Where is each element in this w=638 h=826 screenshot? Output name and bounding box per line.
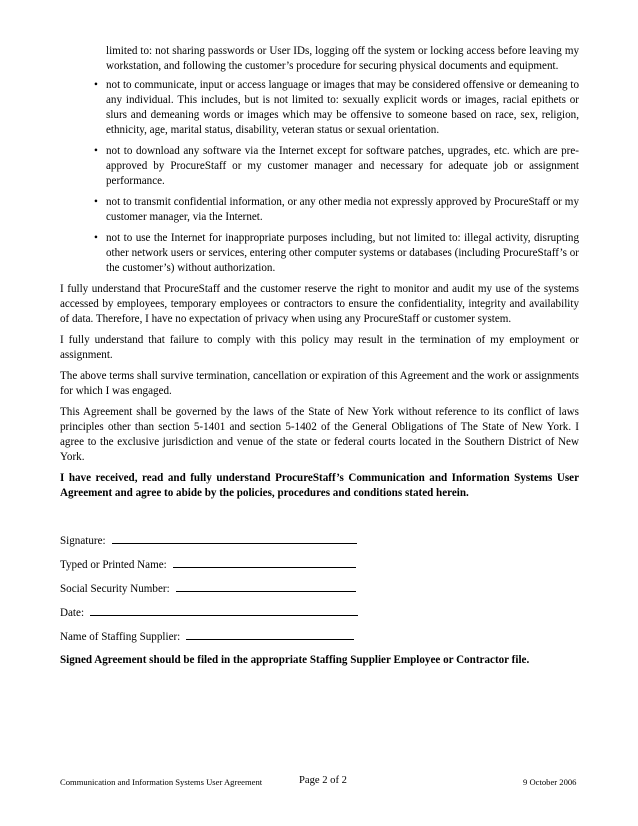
bullet-marker: • <box>94 196 98 208</box>
ssn-row <box>60 580 356 597</box>
date-row <box>60 604 358 621</box>
bullet-marker: • <box>94 79 98 91</box>
bullet-marker: • <box>94 145 98 157</box>
bullet-software-download: • not to download any software via the Internet except for software patches, upgrades, etc. which are pre-approved by ProcureStaff or my customer manager and necessary for adequate job or assignment performance. <box>94 145 579 187</box>
footer-page-number: Page 2 of 2 <box>299 775 347 786</box>
acknowledgement-statement: I have received, read and fully understand ProcureStaff’s Communication and Information Systems User Agreement and agree to abide by the policies, procedures and conditions stated herein. <box>60 472 579 499</box>
paragraph-survival: The above terms shall survive termination, cancellation or expiration of this Agreement and the work or assignments for which I was engaged. <box>60 370 579 397</box>
date-line[interactable] <box>90 604 358 616</box>
signature-row <box>60 532 357 549</box>
footer-document-title: Communication and Information Systems User Agreement <box>60 777 263 787</box>
filing-note: Signed Agreement should be filed in the appropriate Staffing Supplier Employee or Contractor file. <box>60 654 530 666</box>
ssn-line[interactable] <box>176 580 356 592</box>
bullet-inappropriate-use: • not to use the Internet for inappropriate purposes including, but not limited to: illegal activity, disrupting other network users or services, entering other computer systems or databases (including ProcureStaff’s or the customer’s) without authorization. <box>94 232 579 274</box>
footer-date: 9 October 2006 <box>523 777 577 787</box>
staffing-supplier-row <box>60 628 354 645</box>
paragraph-governing-law: This Agreement shall be governed by the laws of the State of New York without reference to its conflict of laws principles other than section 5-1401 and section 5-1402 of the General Obligations of The State of New York. I agree to the exclusive jurisdiction and venue of the state or federal courts located in the Southern District of New York. <box>60 406 579 463</box>
continued-bullet-text: limited to: not sharing passwords or User IDs, logging off the system or locking access before leaving my workstation, and following the customer’s procedure for securing physical documents and equipment. <box>106 45 579 72</box>
signature-label: Signature: <box>60 535 106 547</box>
bullet-offensive-content: • not to communicate, input or access language or images that may be considered offensive or demeaning to any individual. This includes, but is not limited to: sexually explicit words or images, racial epithets or slurs and demeaning words or images which may be offensive to someone based on race, sex, religion, ethnicity, age, marital status, disability, veteran status or sexual orientation. <box>94 79 579 136</box>
signature-line[interactable] <box>112 532 357 544</box>
staffing-supplier-label: Name of Staffing Supplier: <box>60 631 181 643</box>
bullet-confidential-info: • not to transmit confidential information, or any other media not expressly approved by ProcureStaff or my customer manager, via the Internet. <box>94 196 579 223</box>
date-label: Date: <box>60 607 85 619</box>
staffing-supplier-line[interactable] <box>186 628 354 640</box>
paragraph-monitoring: I fully understand that ProcureStaff and the customer reserve the right to monitor and audit my use of the systems accessed by employees, temporary employees or contractors to ensure the confidentiality, integrity and availability of data. Therefore, I have no expectation of privacy when using any ProcureStaff or customer system. <box>60 283 579 325</box>
ssn-label: Social Security Number: <box>60 583 170 595</box>
printed-name-label: Typed or Printed Name: <box>60 559 167 571</box>
printed-name-line[interactable] <box>173 556 356 568</box>
agreement-body <box>60 44 579 501</box>
printed-name-row <box>60 556 356 573</box>
bullet-marker: • <box>94 232 98 244</box>
paragraph-termination: I fully understand that failure to comply with this policy may result in the termination of my employment or assignment. <box>60 334 579 361</box>
policy-bullet-list <box>60 78 579 276</box>
